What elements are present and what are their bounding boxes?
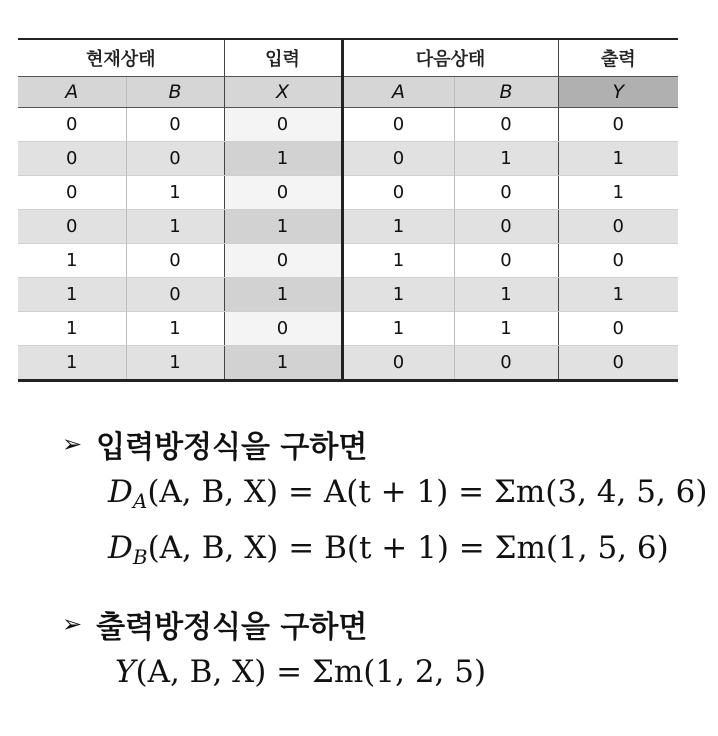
state-transition-table	[18, 38, 678, 382]
var-b-present: B	[126, 77, 224, 108]
cell-y: 0	[558, 108, 678, 142]
cell-y: 1	[558, 142, 678, 176]
header-present-state: 현재상태	[18, 39, 224, 77]
table-row	[18, 176, 678, 210]
cell-x: 1	[224, 210, 342, 244]
var-a-next: A	[342, 77, 454, 108]
arrow-bullet-icon: ➢	[62, 430, 83, 458]
arrow-bullet-icon: ➢	[62, 610, 83, 638]
cell-y: 0	[558, 210, 678, 244]
eq-y-args: (A, B, X) = Σm(1, 2, 5)	[135, 654, 487, 690]
cell-a-next: 0	[342, 346, 454, 381]
input-equation-heading	[62, 422, 367, 466]
output-equation-title: 출력방정식을 구하면	[96, 610, 368, 645]
table-row	[18, 346, 678, 381]
table-row	[18, 142, 678, 176]
eq-db-rest: (t + 1) = Σm(1, 5, 6)	[346, 530, 669, 566]
cell-y: 1	[558, 176, 678, 210]
table-row	[18, 244, 678, 278]
cell-b: 0	[126, 108, 224, 142]
cell-x: 1	[224, 278, 342, 312]
cell-a-next: 0	[342, 176, 454, 210]
cell-x: 0	[224, 176, 342, 210]
cell-b-next: 1	[454, 278, 558, 312]
cell-b: 0	[126, 142, 224, 176]
cell-b-next: 0	[454, 176, 558, 210]
header-next-state: 다음상태	[342, 39, 558, 77]
cell-b-next: 0	[454, 244, 558, 278]
cell-b-next: 1	[454, 142, 558, 176]
cell-b: 0	[126, 244, 224, 278]
cell-a-next: 0	[342, 108, 454, 142]
cell-a-next: 1	[342, 210, 454, 244]
eq-da-args: (A, B, X) =	[147, 474, 324, 510]
cell-b: 1	[126, 210, 224, 244]
var-y: Y	[558, 77, 678, 108]
cell-b: 1	[126, 176, 224, 210]
cell-b-next: 1	[454, 312, 558, 346]
cell-b-next: 0	[454, 346, 558, 381]
cell-a-next: 1	[342, 244, 454, 278]
cell-a: 0	[18, 210, 126, 244]
cell-b: 0	[126, 278, 224, 312]
eq-db-sub: B	[132, 545, 148, 569]
cell-a: 0	[18, 142, 126, 176]
cell-x: 1	[224, 346, 342, 381]
cell-b: 1	[126, 346, 224, 381]
cell-a-next: 0	[342, 142, 454, 176]
cell-y: 0	[558, 346, 678, 381]
cell-a: 1	[18, 244, 126, 278]
table-body	[18, 108, 678, 381]
cell-a-next: 1	[342, 312, 454, 346]
cell-x: 1	[224, 142, 342, 176]
cell-a-next: 1	[342, 278, 454, 312]
eq-y-fn: Y	[115, 654, 136, 690]
cell-a: 1	[18, 346, 126, 381]
eq-db-fn: D	[108, 530, 133, 566]
header-input: 입력	[224, 39, 342, 77]
eq-db-args: (A, B, X) =	[147, 530, 325, 566]
output-equation-heading	[62, 602, 367, 646]
cell-b-next: 0	[454, 210, 558, 244]
cell-x: 0	[224, 244, 342, 278]
equation-db	[108, 530, 669, 569]
eq-da-fn: D	[108, 474, 133, 510]
table-row	[18, 210, 678, 244]
cell-y: 0	[558, 312, 678, 346]
eq-da-rest: (t + 1) = Σm(3, 4, 5, 6)	[346, 474, 708, 510]
cell-a: 1	[18, 312, 126, 346]
cell-y: 0	[558, 244, 678, 278]
table-row	[18, 278, 678, 312]
table-row	[18, 312, 678, 346]
cell-b: 1	[126, 312, 224, 346]
eq-db-mid: B	[324, 530, 347, 566]
header-output: 출력	[558, 39, 678, 77]
var-a-present: A	[18, 77, 126, 108]
eq-da-mid: A	[323, 474, 347, 510]
equation-y	[115, 654, 486, 690]
cell-b-next: 0	[454, 108, 558, 142]
cell-a: 0	[18, 176, 126, 210]
cell-y: 1	[558, 278, 678, 312]
equation-da	[108, 474, 708, 513]
var-b-next: B	[454, 77, 558, 108]
input-equation-title: 입력방정식을 구하면	[96, 430, 368, 465]
table-row	[18, 108, 678, 142]
cell-x: 0	[224, 312, 342, 346]
eq-da-sub: A	[132, 489, 148, 513]
cell-a: 1	[18, 278, 126, 312]
cell-x: 0	[224, 108, 342, 142]
var-x: X	[224, 77, 342, 108]
cell-a: 0	[18, 108, 126, 142]
